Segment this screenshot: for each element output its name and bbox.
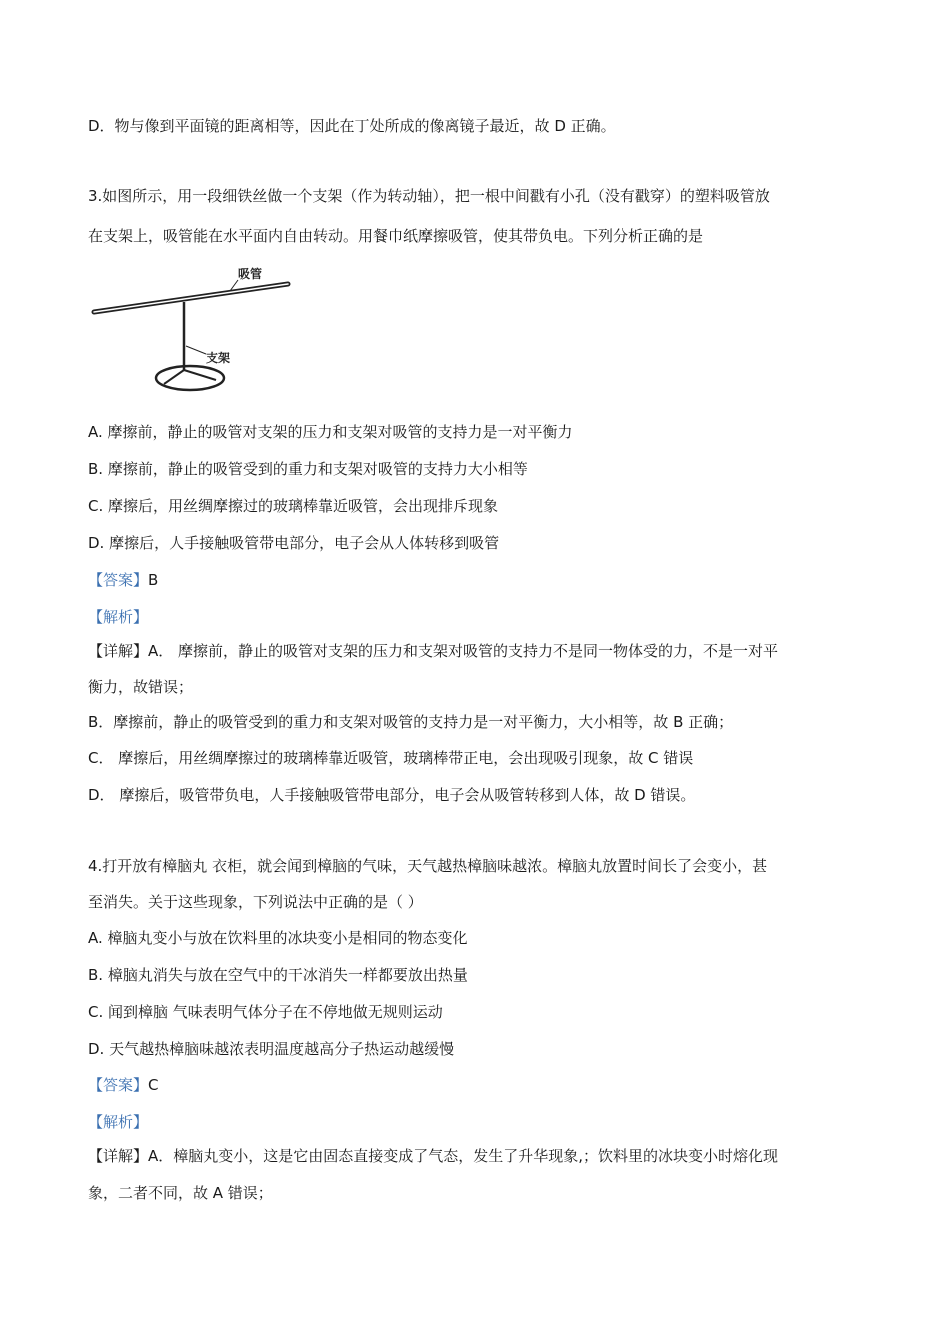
q3-detail-line-1: 【详解】A． 摩擦前，静止的吸管对支架的压力和支架对吸管的支持力不是同一物体受的力，不是一对平 [88, 642, 779, 660]
q3-answer-tag: 【答案】 [88, 571, 149, 589]
stand-base [156, 366, 224, 390]
stand-label: 支架 [206, 351, 231, 365]
straw-stand-figure [88, 258, 308, 398]
q4-option-d: D. 天气越热樟脑味越浓表明温度越高分子热运动越缓慢 [88, 1040, 455, 1058]
q3-answer-value: B [148, 571, 159, 589]
straw-label: 吸管 [238, 267, 263, 281]
q4-detail-line-1: 【详解】A．樟脑丸变小，这是它由固态直接变成了气态，发生了升华现象,；饮料里的冰块变小时熔化现 [88, 1147, 779, 1165]
q4-analysis-tag: 【解析】 [88, 1113, 149, 1131]
q3-detail-line-2: 衡力，故错误； [88, 678, 194, 696]
q3-option-a: A. 摩擦前，静止的吸管对支架的压力和支架对吸管的支持力是一对平衡力 [88, 423, 573, 441]
q4-stem-line-1: 4.打开放有樟脑丸 衣柜，就会闻到樟脑的气味，天气越热樟脑味越浓。樟脑丸放置时间长了会变小，甚 [88, 857, 768, 875]
prev-option-d-explanation: D．物与像到平面镜的距离相等，因此在丁处所成的像离镜子最近，故 D 正确。 [88, 117, 616, 135]
q4-option-c: C. 闻到樟脑 气味表明气体分子在不停地做无规则运动 [88, 1003, 443, 1021]
q4-option-b: B. 樟脑丸消失与放在空气中的干冰消失一样都要放出热量 [88, 966, 468, 984]
q3-detail-line-5: D． 摩擦后，吸管带负电，人手接触吸管带电部分，电子会从吸管转移到人体，故 D 错误。 [88, 786, 696, 804]
q4-answer [88, 1074, 159, 1096]
q3-stem-line-2: 在支架上，吸管能在水平面内自由转动。用餐巾纸摩擦吸管，使其带负电。下列分析正确的是 [88, 227, 704, 245]
q4-detail-line-2: 象，二者不同，故 A 错误； [88, 1184, 273, 1202]
q3-answer [88, 569, 158, 591]
q3-stem-line-1: 3.如图所示，用一段细铁丝做一个支架（作为转动轴），把一根中间戳有小孔（没有戳穿）的塑料吸管放 [88, 187, 770, 205]
q3-detail-line-3: B．摩擦前，静止的吸管受到的重力和支架对吸管的支持力是一对平衡力，大小相等，故 B 正确； [88, 713, 734, 731]
q4-answer-value: C [148, 1076, 159, 1094]
q3-analysis-tag: 【解析】 [88, 608, 149, 626]
q3-option-d: D. 摩擦后，人手接触吸管带电部分，电子会从人体转移到吸管 [88, 534, 500, 552]
q3-detail-line-4: C． 摩擦后，用丝绸摩擦过的玻璃棒靠近吸管，玻璃棒带正电，会出现吸引现象，故 C 错误 [88, 749, 694, 767]
q4-answer-tag: 【答案】 [88, 1076, 149, 1094]
q4-stem-line-2: 至消失。关于这些现象，下列说法中正确的是（ ） [88, 893, 423, 911]
q3-option-b: B. 摩擦前，静止的吸管受到的重力和支架对吸管的支持力大小相等 [88, 460, 528, 478]
q3-option-c: C. 摩擦后，用丝绸摩擦过的玻璃棒靠近吸管，会出现排斥现象 [88, 497, 499, 515]
q4-option-a: A. 樟脑丸变小与放在饮料里的冰块变小是相同的物态变化 [88, 929, 468, 947]
